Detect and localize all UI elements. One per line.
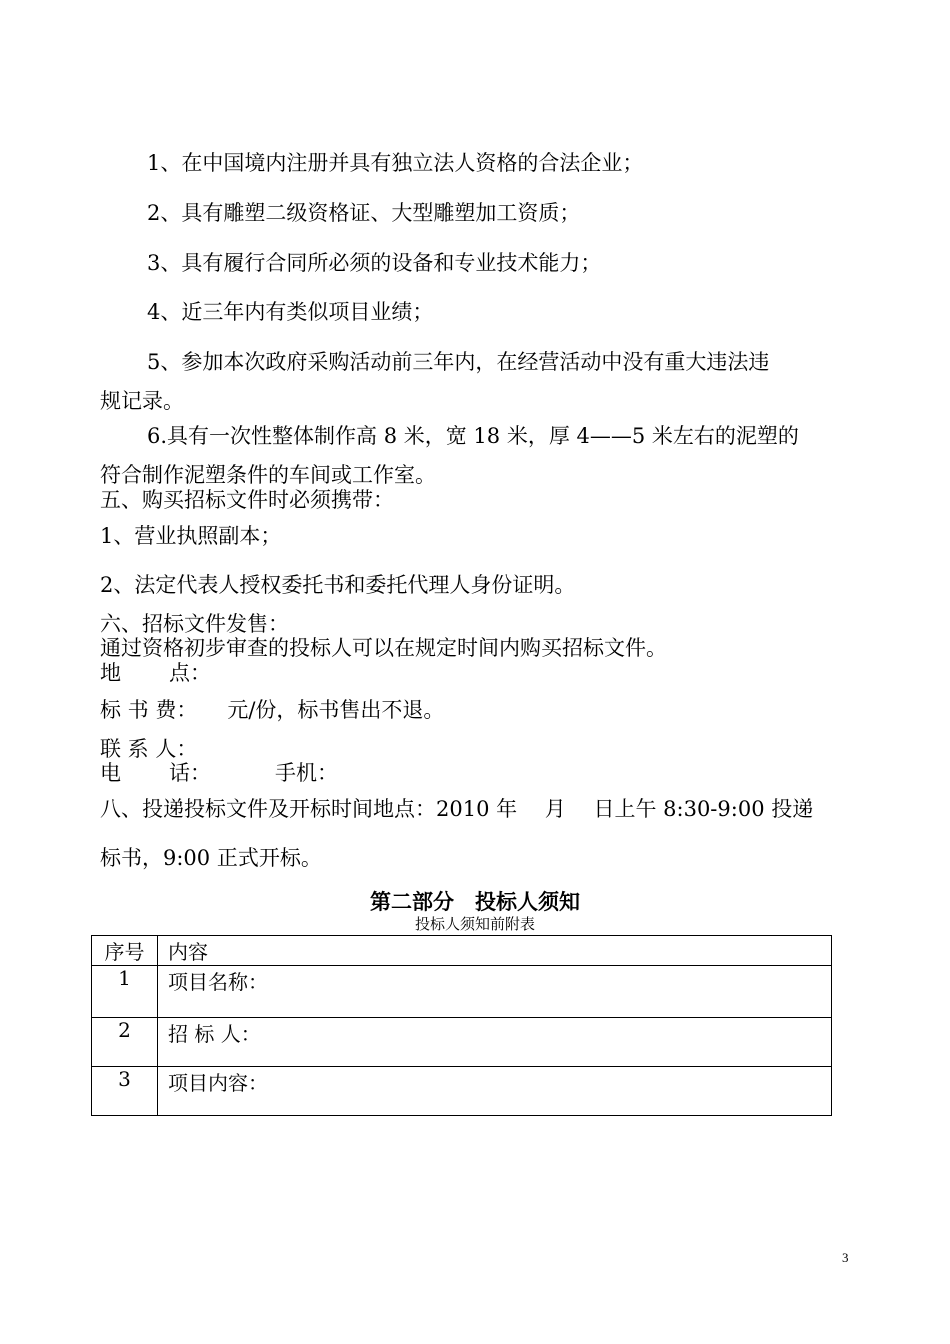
qualification-item-6-cont: 符合制作泥塑条件的车间或工作室。 bbox=[100, 463, 436, 487]
row-content: 招 标 人： bbox=[158, 1018, 832, 1067]
qualification-item-5-cont: 规记录。 bbox=[100, 389, 184, 413]
location-label: 地 bbox=[100, 661, 121, 685]
location-label-2: 点： bbox=[169, 661, 211, 685]
section5-line-2: 2、法定代表人授权委托书和委托代理人身份证明。 bbox=[100, 573, 576, 597]
section5-line-1: 1、营业执照副本； bbox=[100, 524, 282, 548]
page-number: 3 bbox=[842, 1250, 849, 1265]
table-row bbox=[92, 1018, 832, 1067]
section8-line-2: 标书，9:00 正式开标。 bbox=[100, 846, 322, 870]
qualification-item-6: 6.具有一次性整体制作高 8 米，宽 18 米，厚 4——5 米左右的泥塑的 bbox=[147, 424, 799, 448]
phone-label: 电 bbox=[100, 761, 121, 785]
row-num: 2 bbox=[92, 1018, 158, 1067]
mobile-label: 手机： bbox=[275, 761, 338, 785]
section5-heading: 五、购买招标文件时必须携带： bbox=[100, 488, 394, 512]
qualification-item-2: 2、具有雕塑二级资格证、大型雕塑加工资质； bbox=[147, 201, 581, 225]
location-row bbox=[100, 663, 211, 684]
fee-label: 标 书 费： bbox=[100, 698, 198, 722]
contact-label: 联 系 人： bbox=[100, 737, 198, 761]
section6-line-1: 通过资格初步审查的投标人可以在规定时间内购买招标文件。 bbox=[100, 636, 667, 660]
fee-value: 元/份，标书售出不退。 bbox=[227, 698, 445, 722]
section6-heading: 六、招标文件发售： bbox=[100, 612, 289, 636]
qualification-item-5: 5、参加本次政府采购活动前三年内，在经营活动中没有重大违法违 bbox=[147, 350, 770, 374]
qualification-item-3: 3、具有履行合同所必须的设备和专业技术能力； bbox=[147, 251, 602, 275]
qualification-item-4: 4、近三年内有类似项目业绩； bbox=[147, 300, 434, 324]
row-content: 项目名称： bbox=[158, 966, 832, 1018]
part2-subtitle: 投标人须知前附表 bbox=[414, 915, 535, 933]
header-content: 内容 bbox=[158, 936, 832, 966]
part2-title: 第二部分 投标人须知 bbox=[370, 889, 580, 914]
qualification-item-1: 1、在中国境内注册并具有独立法人资格的合法企业； bbox=[147, 151, 644, 175]
row-num: 3 bbox=[92, 1067, 158, 1116]
row-content: 项目内容： bbox=[158, 1067, 832, 1116]
requirements-table bbox=[91, 935, 832, 1116]
table-row bbox=[92, 1067, 832, 1116]
header-num: 序号 bbox=[92, 936, 158, 966]
phone-label-2: 话： bbox=[169, 761, 211, 785]
fee-row bbox=[100, 700, 444, 721]
table-header-row bbox=[92, 936, 832, 966]
table-row bbox=[92, 966, 832, 1018]
phone-row bbox=[100, 763, 338, 784]
section8-line-1: 八、投递投标文件及开标时间地点：2010 年 月 日上午 8:30-9:00 投递 bbox=[100, 797, 814, 821]
row-num: 1 bbox=[92, 966, 158, 1018]
